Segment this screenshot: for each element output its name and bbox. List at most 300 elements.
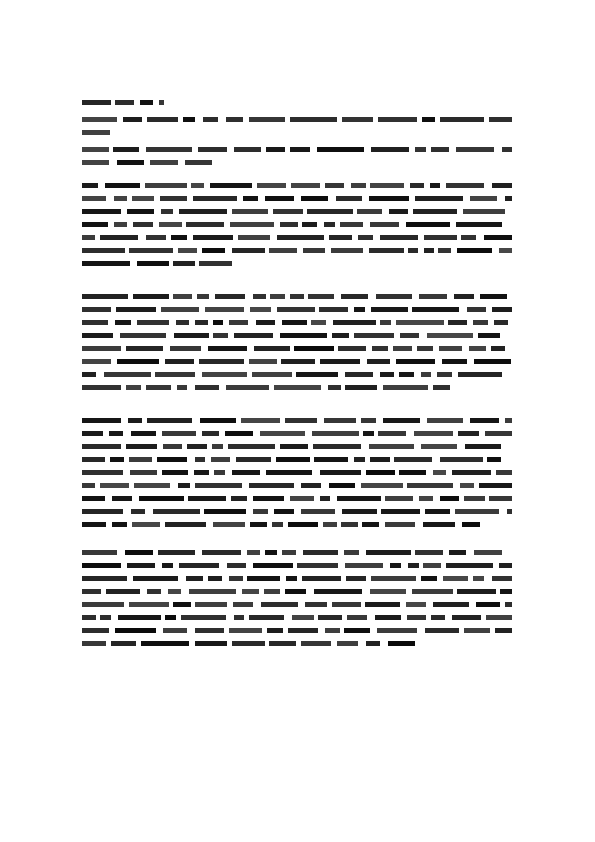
word-block [301,196,328,201]
word-block [195,628,224,633]
word-block [137,320,169,325]
word-block [290,496,314,501]
word-block [415,196,463,201]
word-block [479,483,512,488]
word-block [247,550,260,555]
word-block [342,509,377,514]
word-block [179,209,227,214]
word-block [254,346,290,351]
word-block [499,248,512,253]
word-block [82,483,95,488]
word-block [173,602,191,607]
word-block [249,359,277,364]
word-block [112,522,127,527]
word-block [233,602,253,607]
word-block [82,196,106,201]
word-block [199,359,244,364]
text-line [82,598,512,611]
text-line [82,368,512,381]
word-block [363,431,374,436]
word-block [174,333,209,338]
word-block [377,628,417,633]
word-block [82,615,96,620]
word-block [158,550,195,555]
word-block [338,346,366,351]
word-block [476,602,500,607]
word-block [320,470,361,475]
word-block [496,470,512,475]
word-block [229,320,248,325]
word-block [324,418,356,423]
word-block [419,294,447,299]
word-block [366,470,395,475]
word-block [442,359,467,364]
word-block [198,147,227,152]
word-block [433,385,450,390]
word-block [370,183,404,188]
word-block [161,307,199,312]
word-block [146,235,166,240]
word-block [446,183,484,188]
word-block [430,183,440,188]
word-block [82,496,105,501]
word-block [104,372,151,377]
word-block [203,117,218,122]
word-block [82,509,123,514]
word-block [195,320,208,325]
word-block [159,100,164,105]
word-block [147,589,161,594]
word-block [82,563,121,568]
word-block [480,294,507,299]
word-block [346,576,366,581]
word-block [407,483,453,488]
word-block [173,294,192,299]
word-block [195,385,219,390]
text-line [82,126,110,139]
word-block [495,628,512,633]
word-block [452,615,481,620]
word-block [427,333,473,338]
word-block [269,248,297,253]
word-block [452,470,491,475]
word-block [370,589,406,594]
word-block [82,235,95,240]
word-block [132,522,160,527]
word-block [331,248,363,253]
word-block [464,628,490,633]
word-block [193,235,233,240]
word-block [369,196,409,201]
word-block [507,509,512,514]
word-block [357,209,382,214]
word-block [461,235,476,240]
word-block [202,431,219,436]
word-block [290,117,337,122]
text-line [82,231,512,244]
word-block [229,576,243,581]
word-block [249,483,294,488]
word-block [270,294,285,299]
word-block [82,372,96,377]
word-block [492,576,512,581]
word-block [211,457,230,462]
word-block [446,563,493,568]
word-block [82,117,117,122]
word-block [439,346,462,351]
word-block [204,509,246,514]
word-block [163,444,182,449]
word-block [282,320,307,325]
text-line [82,479,512,492]
word-block [324,222,335,227]
word-block [82,470,123,475]
word-block [421,576,437,581]
word-block [82,385,121,390]
word-block [505,196,512,201]
word-block [378,431,406,436]
word-block [487,457,501,462]
word-block [292,615,314,620]
word-block [82,457,105,462]
text-line [82,342,512,355]
word-block [417,346,433,351]
word-block [305,602,327,607]
word-block [431,147,449,152]
word-block [82,346,121,351]
word-block [109,431,123,436]
word-block [280,333,327,338]
word-block [362,522,379,527]
word-block [129,457,152,462]
word-block [294,346,334,351]
word-block [302,222,317,227]
word-block [228,444,275,449]
word-block [413,209,457,214]
word-block [440,496,459,501]
word-block [415,147,426,152]
word-block [424,248,434,253]
word-block [238,235,270,240]
word-block [226,385,269,390]
word-block [456,147,494,152]
word-block [393,346,412,351]
word-block [253,294,266,299]
text-line [82,143,512,156]
word-block [205,307,244,312]
word-block [105,183,140,188]
word-block [407,615,426,620]
word-block [82,431,103,436]
word-block [385,522,415,527]
text-line [82,440,512,453]
text-line [82,355,512,368]
word-block [129,602,169,607]
word-block [265,550,277,555]
word-block [186,576,203,581]
word-block [433,470,446,475]
word-block [301,483,321,488]
word-block [188,496,226,501]
word-block [333,320,376,325]
word-block [117,359,159,364]
word-block [185,160,212,165]
word-block [415,550,443,555]
word-block [117,160,144,165]
word-block [178,248,197,253]
word-block [369,444,414,449]
word-block [82,294,128,299]
word-block [195,602,227,607]
word-block [127,563,155,568]
word-block [231,496,247,501]
word-block [277,307,315,312]
word-block [337,496,381,501]
word-block [484,235,512,240]
word-block [394,457,432,462]
word-block [147,117,178,122]
text-line [82,466,512,479]
word-block [478,333,500,338]
word-block [440,457,483,462]
word-block [492,307,512,312]
word-block [336,196,362,201]
word-block [126,385,141,390]
word-block [486,615,512,620]
word-block [460,483,474,488]
word-block [337,641,358,646]
text-line [82,572,512,585]
word-block [437,372,452,377]
word-block [399,372,414,377]
word-block [128,418,142,423]
word-block [247,576,280,581]
word-block [82,147,109,152]
word-block [274,509,294,514]
word-block [82,602,124,607]
word-block [82,576,127,581]
word-block [162,431,196,436]
word-block [369,248,404,253]
text-line [82,179,512,192]
word-block [455,509,499,514]
word-block [389,209,408,214]
word-block [307,209,353,214]
word-block [249,117,285,122]
word-block [111,641,136,646]
word-block [332,333,349,338]
word-block [365,602,400,607]
text-line [82,205,512,218]
word-block [370,457,390,462]
word-block [290,294,304,299]
word-block [457,248,492,253]
word-block [82,333,113,338]
word-block [256,320,275,325]
word-block [141,641,189,646]
text-line [82,244,512,257]
word-block [285,589,306,594]
word-block [303,248,325,253]
word-block [288,628,318,633]
word-block [162,563,173,568]
word-block [106,589,140,594]
word-block [225,431,253,436]
word-block [189,589,236,594]
word-block [505,418,512,423]
word-block [421,444,457,449]
word-block [165,522,206,527]
word-block [371,307,408,312]
word-block [133,294,169,299]
word-block [311,320,326,325]
text-line [82,546,512,559]
word-block [146,147,192,152]
text-line [82,624,512,637]
text-line [82,381,450,394]
word-block [276,457,310,462]
word-block [212,444,223,449]
word-block [318,615,342,620]
word-block [82,550,117,555]
word-block [463,209,505,214]
word-block [159,222,182,227]
word-block [115,320,131,325]
word-block [178,483,190,488]
word-block [344,628,370,633]
word-block [253,563,293,568]
word-block [406,602,426,607]
word-block [82,248,125,253]
word-block [361,418,376,423]
word-block [473,576,484,581]
word-block [125,550,153,555]
word-block [176,320,189,325]
word-block [296,372,338,377]
word-block [423,522,455,527]
word-block [319,307,348,312]
word-block [232,470,260,475]
word-block [332,602,361,607]
word-block [380,372,394,377]
word-block [281,359,315,364]
word-block [177,385,187,390]
word-block [424,235,457,240]
word-block [82,641,106,646]
text-line [82,611,512,624]
word-block [127,209,154,214]
word-block [400,333,419,338]
word-block [195,483,242,488]
word-block [115,100,134,105]
word-block [120,333,166,338]
word-block [354,457,365,462]
word-block [253,509,268,514]
word-block [261,602,298,607]
word-block [473,320,488,325]
word-block [250,522,267,527]
word-block [202,550,241,555]
word-block [406,222,450,227]
word-block [467,307,486,312]
word-block [133,576,178,581]
word-block [341,522,358,527]
text-line [82,192,512,205]
word-block [367,359,390,364]
word-block [273,209,303,214]
word-block [464,496,485,501]
text-line [82,414,512,427]
text-line [82,257,232,270]
word-block [82,444,121,449]
word-block [500,589,512,594]
word-block [118,615,161,620]
word-block [458,372,502,377]
word-block [234,333,273,338]
word-block [351,183,366,188]
word-block [366,641,380,646]
word-block [82,100,111,105]
word-block [347,615,367,620]
word-block [265,196,294,201]
word-block [250,307,271,312]
word-block [132,196,154,201]
text-line [82,96,164,109]
word-block [181,615,226,620]
word-block [433,602,469,607]
word-block [227,563,246,568]
word-block [370,222,399,227]
word-block [163,628,187,633]
text-line [82,492,512,505]
word-block [100,483,129,488]
word-block [462,522,480,527]
word-block [264,589,280,594]
word-block [303,550,338,555]
word-block [325,628,340,633]
word-block [465,444,501,449]
word-block [301,641,331,646]
word-block [202,372,247,377]
word-block [427,418,463,423]
word-block [230,222,274,227]
text-line [82,218,512,231]
word-block [242,589,259,594]
word-block [153,509,200,514]
word-block [157,457,187,462]
word-block [323,522,337,527]
word-block [243,196,258,201]
word-block [354,307,365,312]
word-block [82,522,106,527]
text-line [82,637,420,650]
text-line [82,559,512,572]
word-block [383,385,428,390]
word-block [267,628,283,633]
word-block [236,457,271,462]
word-block [342,117,373,122]
word-block [202,248,225,253]
word-block [328,385,341,390]
word-block [448,320,467,325]
word-block [234,147,261,152]
word-block [314,589,362,594]
word-block [408,248,418,253]
word-block [454,294,474,299]
word-block [155,372,195,377]
word-block [82,418,121,423]
word-block [179,563,219,568]
